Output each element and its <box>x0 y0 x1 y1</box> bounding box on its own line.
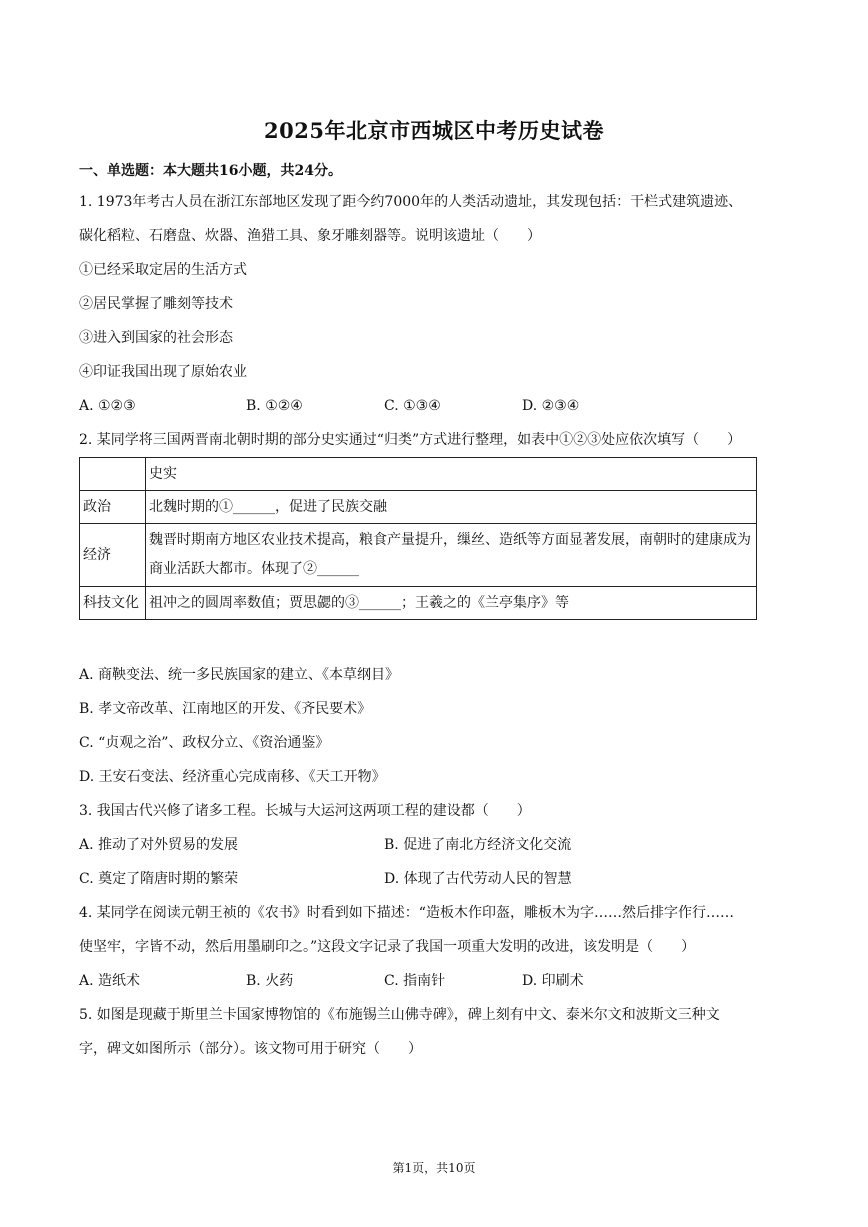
q2-option-c: C. “贞观之治”、政权分立、《资治通鉴》 <box>79 735 330 751</box>
table-row-label: 科技文化 <box>80 587 146 620</box>
table-row-label: 政治 <box>80 491 146 524</box>
q1-option-c: C. ①③④ <box>384 398 441 414</box>
table-row <box>80 491 757 524</box>
q2-option-b: B. 孝文帝改革、江南地区的开发、《齐民要术》 <box>79 701 372 717</box>
q3-option-d: D. 体现了古代劳动人民的智慧 <box>384 871 572 887</box>
q1-item: ②居民掌握了雕刻等技术 <box>79 296 233 312</box>
q1-item: ④印证我国出现了原始农业 <box>79 364 247 380</box>
table-header-cell <box>80 458 146 491</box>
q1-option-d: D. ②③④ <box>522 398 580 414</box>
history-facts-table <box>79 457 757 620</box>
q4-option-b: B. 火药 <box>246 973 294 989</box>
page-title: 2025年北京市西城区中考历史试卷 <box>264 118 604 143</box>
q1-item: ①已经采取定居的生活方式 <box>79 262 247 278</box>
q1-option-b: B. ①②④ <box>246 398 303 414</box>
q1-option-a: A. ①②③ <box>79 398 136 414</box>
q3-option-c: C. 奠定了隋唐时期的繁荣 <box>79 871 239 887</box>
table-header-row <box>80 458 757 491</box>
q3-option-a: A. 推动了对外贸易的发展 <box>79 837 239 853</box>
q5-stem-line1: 5. 如图是现藏于斯里兰卡国家博物馆的《布施锡兰山佛寺碑》，碑上刻有中文、泰米尔文和波斯文三种文 <box>79 1007 720 1023</box>
q2-option-d: D. 王安石变法、经济重心完成南移、《天工开物》 <box>79 769 386 785</box>
q2-option-a: A. 商鞅变法、统一多民族国家的建立、《本草纲目》 <box>79 667 400 683</box>
q1-item: ③进入到国家的社会形态 <box>79 330 233 346</box>
section-heading: 一、单选题：本大题共16小题，共24分。 <box>79 163 342 179</box>
table-row-text: 北魏时期的①______，促进了民族交融 <box>146 491 757 524</box>
table-header-cell: 史实 <box>146 458 757 491</box>
q5-stem-line2: 字，碑文如图所示（部分）。该文物可用于研究（ ） <box>79 1041 422 1057</box>
q3-option-b: B. 促进了南北方经济文化交流 <box>384 837 572 853</box>
q4-stem-line1: 4. 某同学在阅读元朝王祯的《农书》时看到如下描述：“造板木作印盔，雕板木为字……然后排字作行…… <box>79 905 734 921</box>
q1-stem-line2: 碳化稻粒、石磨盘、炊器、渔猎工具、象牙雕刻器等。说明该遗址（ ） <box>79 228 541 244</box>
page-number: 第1页，共10页 <box>392 1161 476 1175</box>
q4-stem-line2: 使坚牢，字皆不动，然后用墨刷印之。”这段文字记录了我国一项重大发明的改进，该发明是（ ） <box>79 939 696 955</box>
q4-option-c: C. 指南针 <box>384 973 446 989</box>
q2-stem: 2. 某同学将三国两晋南北朝时期的部分史实通过“归类”方式进行整理，如表中①②③处应依次填写（ ） <box>79 432 742 448</box>
table-row <box>80 524 757 587</box>
q3-stem: 3. 我国古代兴修了诸多工程。长城与大运河这两项工程的建设都（ ） <box>79 803 531 819</box>
table-row-label: 经济 <box>80 524 146 587</box>
q4-option-d: D. 印刷术 <box>522 973 584 989</box>
q1-stem-line1: 1. 1973年考古人员在浙江东部地区发现了距今约7000年的人类活动遗址，其发现包括：干栏式建筑遗迹、 <box>79 194 743 210</box>
table-row <box>80 587 757 620</box>
table-row-text: 魏晋时期南方地区农业技术提高，粮食产量提升，缫丝、造纸等方面显著发展，南朝时的建康成为商业活跃大都市。体现了②______ <box>146 524 757 587</box>
q4-option-a: A. 造纸术 <box>79 973 141 989</box>
table-row-text: 祖冲之的圆周率数值；贾思勰的③______；王羲之的《兰亭集序》等 <box>146 587 757 620</box>
